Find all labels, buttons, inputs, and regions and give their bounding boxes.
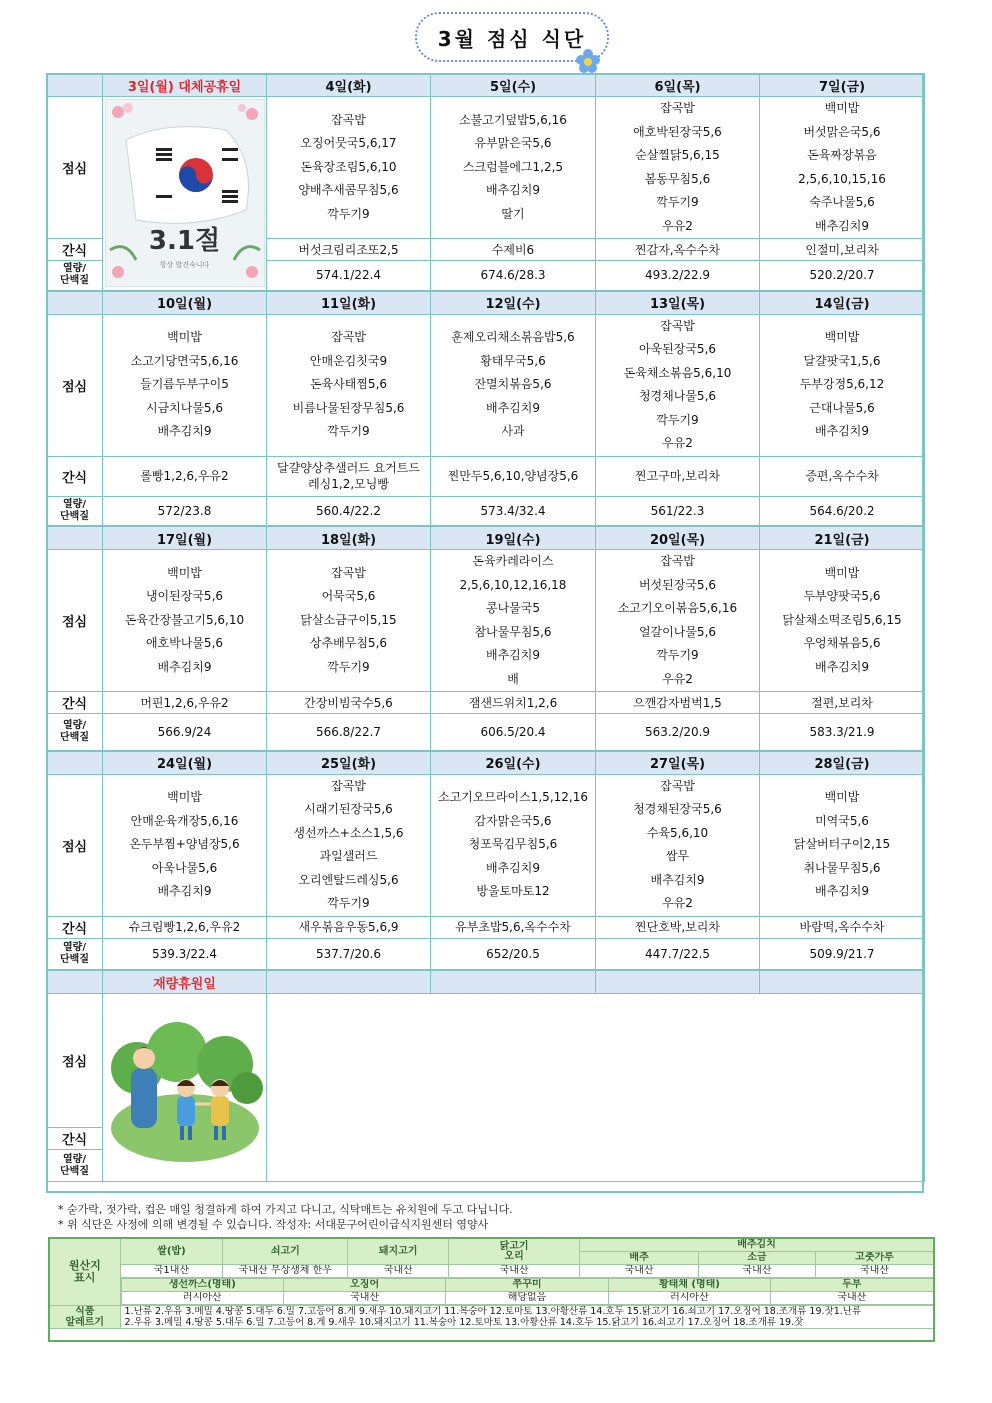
menu-cell: 잡곡밥 어묵국5,6 닭살소금구이5,15 상추배무침5,6 깍두기9 bbox=[267, 550, 431, 692]
nutrition-label: 열량/ 단백질 bbox=[47, 496, 103, 526]
origin-header: 생선까스(명태) bbox=[121, 1279, 283, 1292]
snack-label: 간식 bbox=[47, 916, 103, 938]
week3-nutrition-row bbox=[47, 714, 925, 751]
nutrition-cell: 674.6/28.3 bbox=[431, 261, 596, 291]
allergy-list: 1.난류 2.우유 3.메밀 4.땅콩 5.대두 6.밀 7.고등어 8.게 9.새우 10.돼지고기 11.복숭아 12.토마토 13.아황산류 14.호두 15.닭고기 16.쇠고기 17.오징어 18.조개류 19.잣1.난류 2.우유 3.메밀 4.땅콩 5.대두 6.밀 7.고등어 8.게 9.새우 10.돼지고기 11.복숭아 12.토마토 13.아황산류 14.호두 15.닭고기 16.쇠고기 17.오징어 18.조개류 19.잣 bbox=[120, 1306, 933, 1329]
origin-label: 원산지 표시 bbox=[50, 1239, 121, 1306]
snack-cell: 인절미,보리차 bbox=[760, 239, 925, 261]
menu-cell: 잡곡밥 시래기된장국5,6 생선까스+소스1,5,6 과일샐러드 오리엔탈드레싱5,6 깍두기9 bbox=[267, 774, 431, 916]
nutrition-label: 열량/ 단백질 bbox=[47, 714, 103, 751]
origin-header-row bbox=[50, 1239, 934, 1252]
corner-cell bbox=[47, 970, 103, 994]
origin-value: 국내산 bbox=[283, 1292, 445, 1305]
samiljeol-flag-image bbox=[105, 99, 265, 287]
origin-header: 고춧가루 bbox=[815, 1252, 933, 1265]
day-header: 19일(수) bbox=[431, 526, 596, 550]
nutrition-cell: 573.4/32.4 bbox=[431, 496, 596, 526]
day-header: 7일(금) bbox=[760, 74, 925, 97]
nutrition-cell: 606.5/20.4 bbox=[431, 714, 596, 751]
empty-week5-area bbox=[267, 994, 925, 1182]
lunch-label: 점심 bbox=[47, 314, 103, 456]
day-header: 14일(금) bbox=[760, 291, 925, 315]
day-header: 24일(월) bbox=[103, 751, 267, 775]
origin-value: 러시아산 bbox=[121, 1292, 283, 1305]
nutrition-cell: 583.3/21.9 bbox=[760, 714, 925, 751]
week2-day-header-row bbox=[47, 291, 925, 315]
page-title: 3월 점심 식단 bbox=[437, 26, 587, 51]
week5-day-header-row bbox=[47, 970, 925, 994]
flower-icon bbox=[575, 48, 601, 74]
nutrition-label: 열량/ 단백질 bbox=[47, 1150, 103, 1182]
origin-header: 닭고기 오리 bbox=[449, 1239, 580, 1265]
origin-header: 두부 bbox=[771, 1279, 933, 1292]
day-header: 26일(수) bbox=[431, 751, 596, 775]
corner-cell bbox=[47, 526, 103, 550]
snack-cell: 유부초밥5,6,옥수수차 bbox=[431, 916, 596, 938]
menu-cell: 백미밥 소고기당면국5,6,16 들기름두부구이5 시금치나물5,6 배추김치9 bbox=[103, 314, 267, 456]
week2-snack-row bbox=[47, 456, 925, 496]
origin-value: 국내산 bbox=[815, 1265, 933, 1278]
day-header: 28일(금) bbox=[760, 751, 925, 775]
children-image-cell bbox=[103, 994, 267, 1182]
day-header: 3일(월) 대체공휴일 bbox=[103, 74, 267, 97]
week3-snack-row bbox=[47, 692, 925, 714]
origin-header: 황태채 (명태) bbox=[608, 1279, 770, 1292]
origin-value: 국내산 bbox=[771, 1292, 933, 1305]
nutrition-cell: 566.8/22.7 bbox=[267, 714, 431, 751]
notes bbox=[58, 1202, 513, 1232]
nutrition-label: 열량/ 단백질 bbox=[47, 261, 103, 291]
day-header: 27일(목) bbox=[596, 751, 760, 775]
snack-cell: 롤빵1,2,6,우유2 bbox=[103, 456, 267, 496]
week1-day-header-row bbox=[47, 74, 925, 97]
nutrition-cell: 493.2/22.9 bbox=[596, 261, 760, 291]
origin-value: 국1내산 bbox=[120, 1265, 223, 1278]
origin-header: 쌀(밥) bbox=[120, 1239, 223, 1265]
day-header-empty bbox=[760, 970, 925, 994]
menu-cell: 백미밥 두부양팟국5,6 닭살채소떡조림5,6,15 우엉채볶음5,6 배추김치9 bbox=[760, 550, 925, 692]
menu-cell: 소불고기덮밥5,6,16 유부맑은국5,6 스크럼블에그1,2,5 배추김치9 딸기 bbox=[431, 97, 596, 239]
menu-cell: 잡곡밥 오징어뭇국5,6,17 돈육장조림5,6,10 양배추새콤무침5,6 깍두기9 bbox=[267, 97, 431, 239]
day-header: 4일(화) bbox=[267, 74, 431, 97]
allergy-row bbox=[50, 1306, 934, 1329]
origin-value: 국내산 bbox=[699, 1265, 816, 1278]
nutrition-cell: 574.1/22.4 bbox=[267, 261, 431, 291]
snack-cell: 새우볶음우동5,6,9 bbox=[267, 916, 431, 938]
nutrition-label: 열량/ 단백질 bbox=[47, 938, 103, 970]
origin-value: 국내산 bbox=[348, 1265, 449, 1278]
snack-cell: 으깬감자범벅1,5 bbox=[596, 692, 760, 714]
nutrition-cell: 561/22.3 bbox=[596, 496, 760, 526]
lunch-label: 점심 bbox=[47, 774, 103, 916]
origin-table bbox=[49, 1238, 934, 1329]
origin-header-row-2 bbox=[50, 1278, 934, 1306]
children-illustration bbox=[107, 1008, 263, 1168]
snack-label: 간식 bbox=[47, 1128, 103, 1150]
nutrition-cell: 520.2/20.7 bbox=[760, 261, 925, 291]
menu-cell: 훈제오리채소볶음밥5,6 황태무국5,6 잔멸치볶음5,6 배추김치9 사과 bbox=[431, 314, 596, 456]
day-header: 25일(화) bbox=[267, 751, 431, 775]
day-header: 17일(월) bbox=[103, 526, 267, 550]
nutrition-cell: 537.7/20.6 bbox=[267, 938, 431, 970]
day-header: 10일(월) bbox=[103, 291, 267, 315]
lunch-label: 점심 bbox=[47, 97, 103, 239]
lunch-label: 점심 bbox=[47, 550, 103, 692]
origin-value: 해당없음 bbox=[446, 1292, 608, 1305]
snack-cell: 바람떡,옥수수차 bbox=[760, 916, 925, 938]
week3-day-header-row bbox=[47, 526, 925, 550]
origin-header: 오징어 bbox=[283, 1279, 445, 1292]
menu-cell: 잡곡밥 애호박된장국5,6 순살찔닭5,6,15 봄동무침5,6 깍두기9 우유2 bbox=[596, 97, 760, 239]
corner-cell bbox=[47, 291, 103, 315]
menu-cell: 돈육카레라이스 2,5,6,10,12,16,18 콩나물국5 참나물무침5,6 배추김치9 배 bbox=[431, 550, 596, 692]
day-header: 13일(목) bbox=[596, 291, 760, 315]
snack-cell: 증편,옥수수차 bbox=[760, 456, 925, 496]
week4-lunch-row bbox=[47, 774, 925, 916]
day-header-empty bbox=[596, 970, 760, 994]
week2-lunch-row bbox=[47, 314, 925, 456]
nutrition-cell: 563.2/20.9 bbox=[596, 714, 760, 751]
origin-header: 쇠고기 bbox=[223, 1239, 348, 1265]
origin-header: 쭈꾸미 bbox=[446, 1279, 608, 1292]
snack-cell: 찐만두5,6,10,양념장5,6 bbox=[431, 456, 596, 496]
origin-value: 국내산 bbox=[580, 1265, 699, 1278]
day-header-empty bbox=[267, 970, 431, 994]
week2-nutrition-row bbox=[47, 496, 925, 526]
nutrition-cell: 560.4/22.2 bbox=[267, 496, 431, 526]
kimchi-header: 배추김치 bbox=[580, 1239, 934, 1252]
week3-lunch-row bbox=[47, 550, 925, 692]
day-header: 6일(목) bbox=[596, 74, 760, 97]
holiday-image-cell bbox=[103, 97, 267, 291]
menu-cell: 잡곡밥 안매운김칫국9 돈육사태찜5,6 비름나물된장무침5,6 깍두기9 bbox=[267, 314, 431, 456]
holiday-image-caption: 항상 발견숙니다 bbox=[159, 261, 210, 270]
snack-cell: 찐단호박,보리차 bbox=[596, 916, 760, 938]
menu-cell: 잡곡밥 아욱된장국5,6 돈육채소볶음5,6,10 청경채나물5,6 깍두기9 우유2 bbox=[596, 314, 760, 456]
origin-values-row bbox=[50, 1265, 934, 1278]
nutrition-cell: 447.7/22.5 bbox=[596, 938, 760, 970]
menu-cell: 소고기오므라이스1,5,12,16 감자맑은국5,6 청포묵김무침5,6 배추김치9 방울토마토12 bbox=[431, 774, 596, 916]
snack-cell: 버섯크림리조또2,5 bbox=[267, 239, 431, 261]
day-header: 20일(목) bbox=[596, 526, 760, 550]
week4-day-header-row bbox=[47, 751, 925, 775]
snack-label: 간식 bbox=[47, 456, 103, 496]
nutrition-cell: 572/23.8 bbox=[103, 496, 267, 526]
week1-lunch-row bbox=[47, 97, 925, 239]
day-header: 재량휴원일 bbox=[103, 970, 267, 994]
menu-table bbox=[46, 73, 925, 1182]
day-header-empty bbox=[431, 970, 596, 994]
week4-snack-row bbox=[47, 916, 925, 938]
week5-lunch-row bbox=[47, 994, 925, 1128]
snack-label: 간식 bbox=[47, 239, 103, 261]
nutrition-cell: 509.9/21.7 bbox=[760, 938, 925, 970]
day-header: 5일(수) bbox=[431, 74, 596, 97]
snack-cell: 간장비빔국수5,6 bbox=[267, 692, 431, 714]
origin-value: 국내산 bbox=[449, 1265, 580, 1278]
snack-cell: 달걀양상추샐러드 요거트드레싱1,2,모닝빵 bbox=[267, 456, 431, 496]
snack-cell: 수제비6 bbox=[431, 239, 596, 261]
snack-cell: 찐고구마,보리차 bbox=[596, 456, 760, 496]
origin-header: 소금 bbox=[699, 1252, 816, 1265]
menu-cell: 잡곡밥 청경채된장국5,6 수육5,6,10 쌈무 배추김치9 우유2 bbox=[596, 774, 760, 916]
lunch-label: 점심 bbox=[47, 994, 103, 1128]
menu-cell: 백미밥 버섯맑은국5,6 돈육짜장볶음 2,5,6,10,15,16 숙주나물5,6 배추김치9 bbox=[760, 97, 925, 239]
menu-cell: 백미밥 안매운육개장5,6,16 온두부찜+양념장5,6 아욱나물5,6 배추김치9 bbox=[103, 774, 267, 916]
origin-header: 돼지고기 bbox=[348, 1239, 449, 1265]
nutrition-cell: 539.3/22.4 bbox=[103, 938, 267, 970]
nutrition-cell: 566.9/24 bbox=[103, 714, 267, 751]
snack-cell: 잼샌드위치1,2,6 bbox=[431, 692, 596, 714]
day-header: 11일(화) bbox=[267, 291, 431, 315]
origin-row2-wrap bbox=[120, 1278, 933, 1306]
menu-cell: 백미밥 미역국5,6 닭살버터구이2,15 취나물무침5,6 배추김치9 bbox=[760, 774, 925, 916]
menu-cell: 백미밥 달걀팟국1,5,6 두부강정5,6,12 근대나물5,6 배추김치9 bbox=[760, 314, 925, 456]
day-header: 21일(금) bbox=[760, 526, 925, 550]
week4-nutrition-row bbox=[47, 938, 925, 970]
nutrition-cell: 564.6/20.2 bbox=[760, 496, 925, 526]
snack-cell: 찐감자,옥수수차 bbox=[596, 239, 760, 261]
snack-cell: 머핀1,2,6,우유2 bbox=[103, 692, 267, 714]
note-line: * 숟가락, 젓가락, 컵은 매일 청결하게 하여 가지고 다니고, 식탁매트는 유치원에 두고 다닙니다. bbox=[58, 1203, 513, 1216]
snack-cell: 절편,보리차 bbox=[760, 692, 925, 714]
snack-label: 간식 bbox=[47, 692, 103, 714]
snack-cell: 슈크림빵1,2,6,우유2 bbox=[103, 916, 267, 938]
menu-cell: 잡곡밥 버섯된장국5,6 소고기오이볶음5,6,16 얼갈이나물5,6 깍두기9 우유2 bbox=[596, 550, 760, 692]
corner-cell bbox=[47, 74, 103, 97]
allergy-label: 식품 알레르기 bbox=[50, 1306, 121, 1329]
nutrition-cell: 652/20.5 bbox=[431, 938, 596, 970]
holiday-image-text: 3.1절 bbox=[148, 226, 221, 257]
menu-cell: 백미밥 냉이된장국5,6 돈육간장불고기5,6,10 애호박나물5,6 배추김치9 bbox=[103, 550, 267, 692]
corner-cell bbox=[47, 751, 103, 775]
origin-header: 배추 bbox=[580, 1252, 699, 1265]
day-header: 12일(수) bbox=[431, 291, 596, 315]
origin-value: 국내산 무상생체 한우 bbox=[223, 1265, 348, 1278]
day-header: 18일(화) bbox=[267, 526, 431, 550]
origin-value: 러시아산 bbox=[608, 1292, 770, 1305]
note-line: * 위 식단은 사정에 의해 변경될 수 있습니다. 작성자: 서대문구어린이급식지원센터 영양사 bbox=[58, 1218, 489, 1231]
